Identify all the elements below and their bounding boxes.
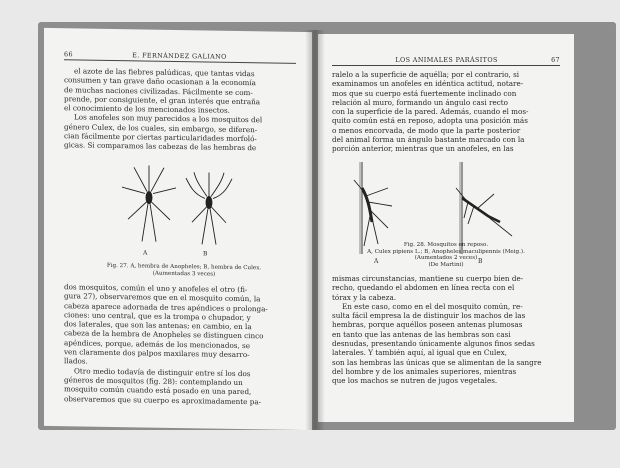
- left-running-head: E. FERNÁNDEZ GALIANO: [132, 51, 227, 61]
- text-line: de muchas naciones civilizadas. Fácilmente se com-: [64, 84, 253, 97]
- text-line: prende, por consiguiente, el gran interés que entraña: [64, 94, 261, 107]
- text-line: Los anofeles son muy parecidos a los mosquitos del: [74, 112, 263, 125]
- text-line: porción anterior, mientras que un anofeles, en las: [332, 144, 514, 154]
- right-page-number: 67: [551, 56, 560, 64]
- text-line: mismas circunstancias, mantiene su cuerpo bien de-: [332, 274, 524, 283]
- figure-28-caption: [332, 242, 560, 268]
- text-line: laterales. Y también aquí, al igual que en Culex,: [332, 348, 507, 358]
- figure-28-label-a: A: [374, 258, 379, 265]
- right-header-rule: [332, 65, 560, 66]
- right-page-header: [332, 56, 560, 64]
- text-line: relación al muro, formando un ángulo casi recto: [332, 97, 508, 107]
- text-line: ciones: uno central, que es la trompa o chupador, y: [64, 310, 251, 323]
- text-line: quito común está en reposo, adopta una posición más: [332, 116, 528, 126]
- caption-line: (De Martini): [428, 261, 464, 268]
- figure-27-label-b: B: [203, 250, 208, 258]
- text-line: en tanto que las antenas de las hembras son casi: [332, 329, 511, 339]
- left-page: [44, 28, 312, 430]
- left-page-number: 66: [64, 50, 73, 59]
- text-line: el azote de las fiebres palúdicas, que tantas vidas: [74, 66, 255, 79]
- caption-line: (Aumentados 2 veces): [414, 255, 478, 262]
- text-line: género Culex, de los cuales, sin embargo, se diferen-: [64, 121, 258, 135]
- text-line: del hombre y de los animales superiores, mientras: [332, 366, 517, 376]
- text-line: examinamos un anofeles en idéntica actitud, notare-: [332, 79, 524, 89]
- text-line: tórax y la cabeza.: [332, 292, 397, 302]
- text-line: dos laterales, que son las antenas; en cambio, en la: [64, 319, 252, 332]
- text-line: gura 27), observaremos que en el mosquito común, la: [64, 291, 261, 304]
- text-line: recho, quedando el abdomen en línea recta con el: [332, 283, 515, 293]
- text-line: con la superficie de la pared. Además, cuando el mos-: [332, 107, 529, 117]
- text-line: gicas. Si comparamos las cabezas de las hembras de: [64, 140, 257, 153]
- text-line: cabeza aparece adornada de tres apéndices o prolonga-: [64, 300, 268, 314]
- text-line: apéndices, porque, además de los mencionados, se: [64, 337, 250, 350]
- caption-line: Fig. 28. Mosquitos en reposo.: [403, 242, 489, 248]
- text-line: ven claramente dos palpos maxilares muy desarro-: [64, 347, 250, 360]
- text-line: son las hembras las únicas que se alimentan de la sangre: [332, 357, 542, 367]
- right-para-2: [332, 274, 560, 386]
- text-line: cabeza de la hembra de Anopheles se distinguen cinco: [64, 328, 264, 341]
- text-line: hembras, porque aquéllos poseen antenas plumosas: [332, 320, 523, 330]
- text-line: consumen y tan grave daño ocasionan a la economía: [64, 75, 256, 88]
- mosquito-heads-illustration: [114, 157, 244, 259]
- figure-27-label-a: A: [143, 249, 148, 257]
- text-line: que los machos se nutren de jugos vegetales.: [332, 376, 498, 386]
- text-line: géneros de mosquitos (fig. 28): contemplando un: [64, 375, 243, 387]
- text-line: En este caso, como en el del mosquito común, re-: [342, 301, 523, 311]
- text-line: sulta fácil empresa la de distinguir los machos de las: [332, 311, 526, 321]
- caption-line: (Aumentadas 3 veces): [152, 270, 216, 278]
- figure-27-caption: [84, 263, 284, 279]
- text-line: ralelo a la superficie de aquélla; por el contrario, si: [332, 70, 520, 79]
- caption-line: Fig. 27. A, hembra de Anopheles; B, hembra de Culex.: [106, 262, 262, 272]
- figure-27: [114, 157, 244, 259]
- right-running-head: LOS ANIMALES PARÁSITOS: [395, 56, 498, 64]
- text-line: cian fácilmente por ciertas particularidades morfoló-: [64, 131, 257, 144]
- right-page: [318, 34, 574, 422]
- right-para-1: [332, 70, 560, 154]
- left-para-1: [64, 66, 296, 153]
- text-line: mos que su cuerpo está fuertemente inclinado con: [332, 88, 517, 98]
- text-line: mosquito común cuando está posado en una pared,: [64, 384, 252, 397]
- text-line: del animal forma un ángulo bastante marcado con la: [332, 135, 525, 145]
- left-para-3: [64, 282, 296, 407]
- text-line: o menos encorvada, de modo que la parte posterior: [332, 125, 521, 135]
- caption-line: A, Culex pipiens L.; B, Anopheles maculipennis (Meig.).: [367, 248, 525, 255]
- text-line: llados.: [64, 356, 88, 366]
- text-line: el conocimiento de los mencionados insectos.: [64, 103, 230, 116]
- text-line: Otro medio todavía de distinguir entre sí los dos: [74, 366, 251, 378]
- text-line: observaremos que su cuerpo es aproximadamente pa-: [64, 393, 262, 406]
- text-line: dos mosquitos, común el uno y anofeles el otro (fi-: [64, 282, 248, 295]
- text-line: desnudas, presentando únicamente algunos finos sedas: [332, 339, 535, 349]
- figure-28-label-b: B: [478, 258, 483, 265]
